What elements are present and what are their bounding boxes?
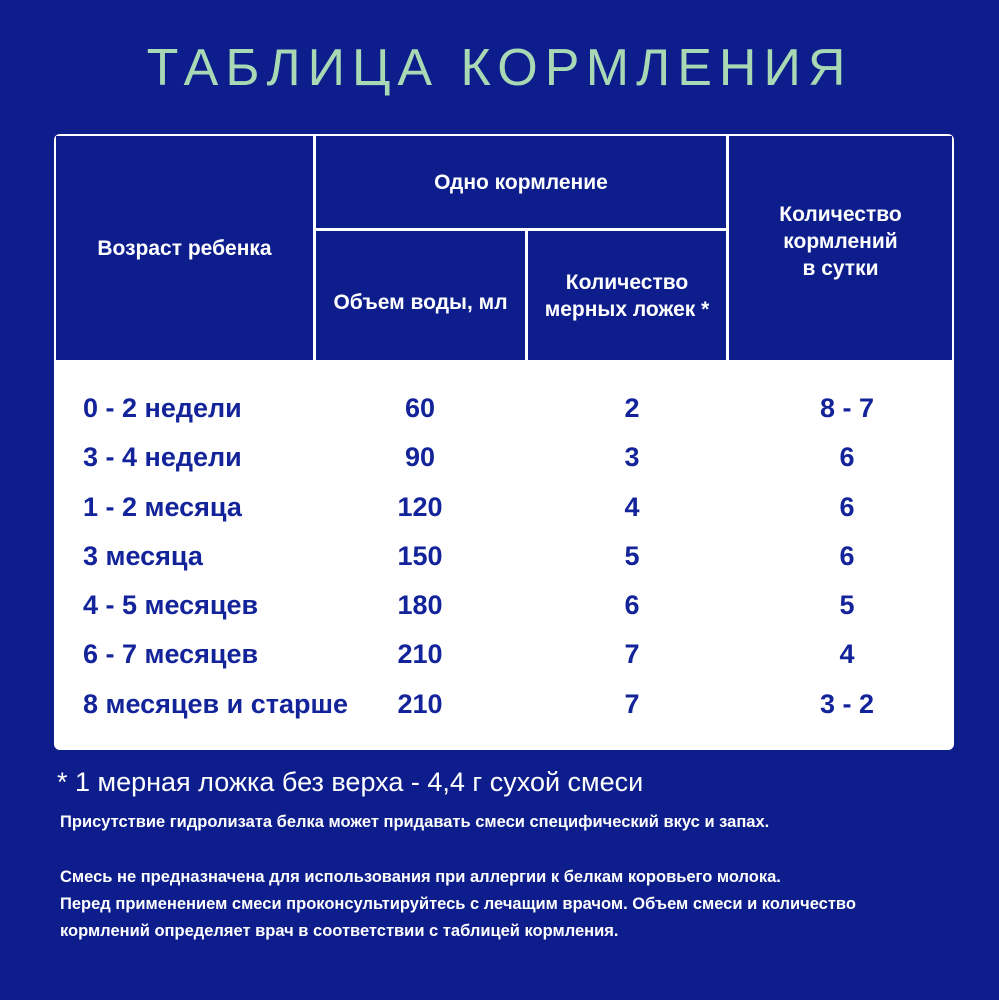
spoon-footnote: * 1 мерная ложка без верха - 4,4 г сухой смеси [57,767,644,797]
cell-spoons: 5 [624,540,640,571]
note-consult: Перед применением смеси проконсультируйтесь с лечащим врачом. Объем смеси и количество [60,895,856,913]
cell-count: 4 [839,639,855,670]
note-doctor: кормлений определяет врач в соответствии с таблицей кормления. [60,922,619,940]
cell-spoons: 7 [624,639,640,670]
table-row [54,630,954,679]
cell-spoons: 2 [624,393,640,423]
table-row [54,433,954,482]
cell-count: 5 [839,590,855,621]
cell-count: 3 - 2 [819,688,875,719]
cell-spoons: 4 [624,491,640,522]
table-body [54,384,954,729]
feeding-table [54,134,954,750]
header-age: Возраст ребенка [56,136,313,360]
cell-count: 6 [839,540,855,571]
header-count-line: кормлений [783,229,898,253]
cell-water: 60 [404,393,436,423]
cell-age: 4 - 5 месяцев [83,590,259,621]
table-row [54,384,954,433]
page-title: ТАБЛИЦА КОРМЛЕНИЯ [146,39,853,97]
header-count-line: в сутки [802,256,879,280]
cell-age: 8 месяцев и старше [83,688,349,719]
cell-age: 1 - 2 месяца [83,491,242,522]
cell-count: 8 - 7 [819,393,875,423]
cell-age: 6 - 7 месяцев [83,639,259,670]
cell-water: 90 [404,442,436,473]
header-water-volume: Объем воды, мл [316,231,525,360]
table-row [54,483,954,532]
cell-age: 0 - 2 недели [83,393,242,423]
table-row [54,680,954,729]
cell-water: 180 [397,590,443,621]
cell-age: 3 месяца [83,540,203,571]
cell-water: 210 [397,688,443,719]
table-row [54,532,954,581]
header-spoons [528,231,726,360]
cell-water: 120 [397,491,443,522]
cell-count: 6 [839,442,855,473]
table-header [56,136,952,360]
cell-water: 210 [397,639,443,670]
cell-age: 3 - 4 недели [83,442,242,473]
cell-water: 150 [397,540,443,571]
header-one-feeding: Одно кормление [316,136,726,228]
table-row [54,581,954,630]
note-allergy: Смесь не предназначена для использования при аллергии к белкам коровьего молока. [60,868,781,886]
cell-spoons: 7 [624,688,640,719]
cell-spoons: 3 [624,442,640,473]
note-taste: Присутствие гидролизата белка может придавать смеси специфический вкус и запах. [60,813,770,831]
header-spoons-line: Количество [565,270,689,294]
header-feedings-per-day [729,136,952,360]
cell-spoons: 6 [624,590,640,621]
cell-count: 6 [839,491,855,522]
header-spoons-line: мерных ложек * [544,297,710,321]
header-count-line: Количество [779,202,902,226]
